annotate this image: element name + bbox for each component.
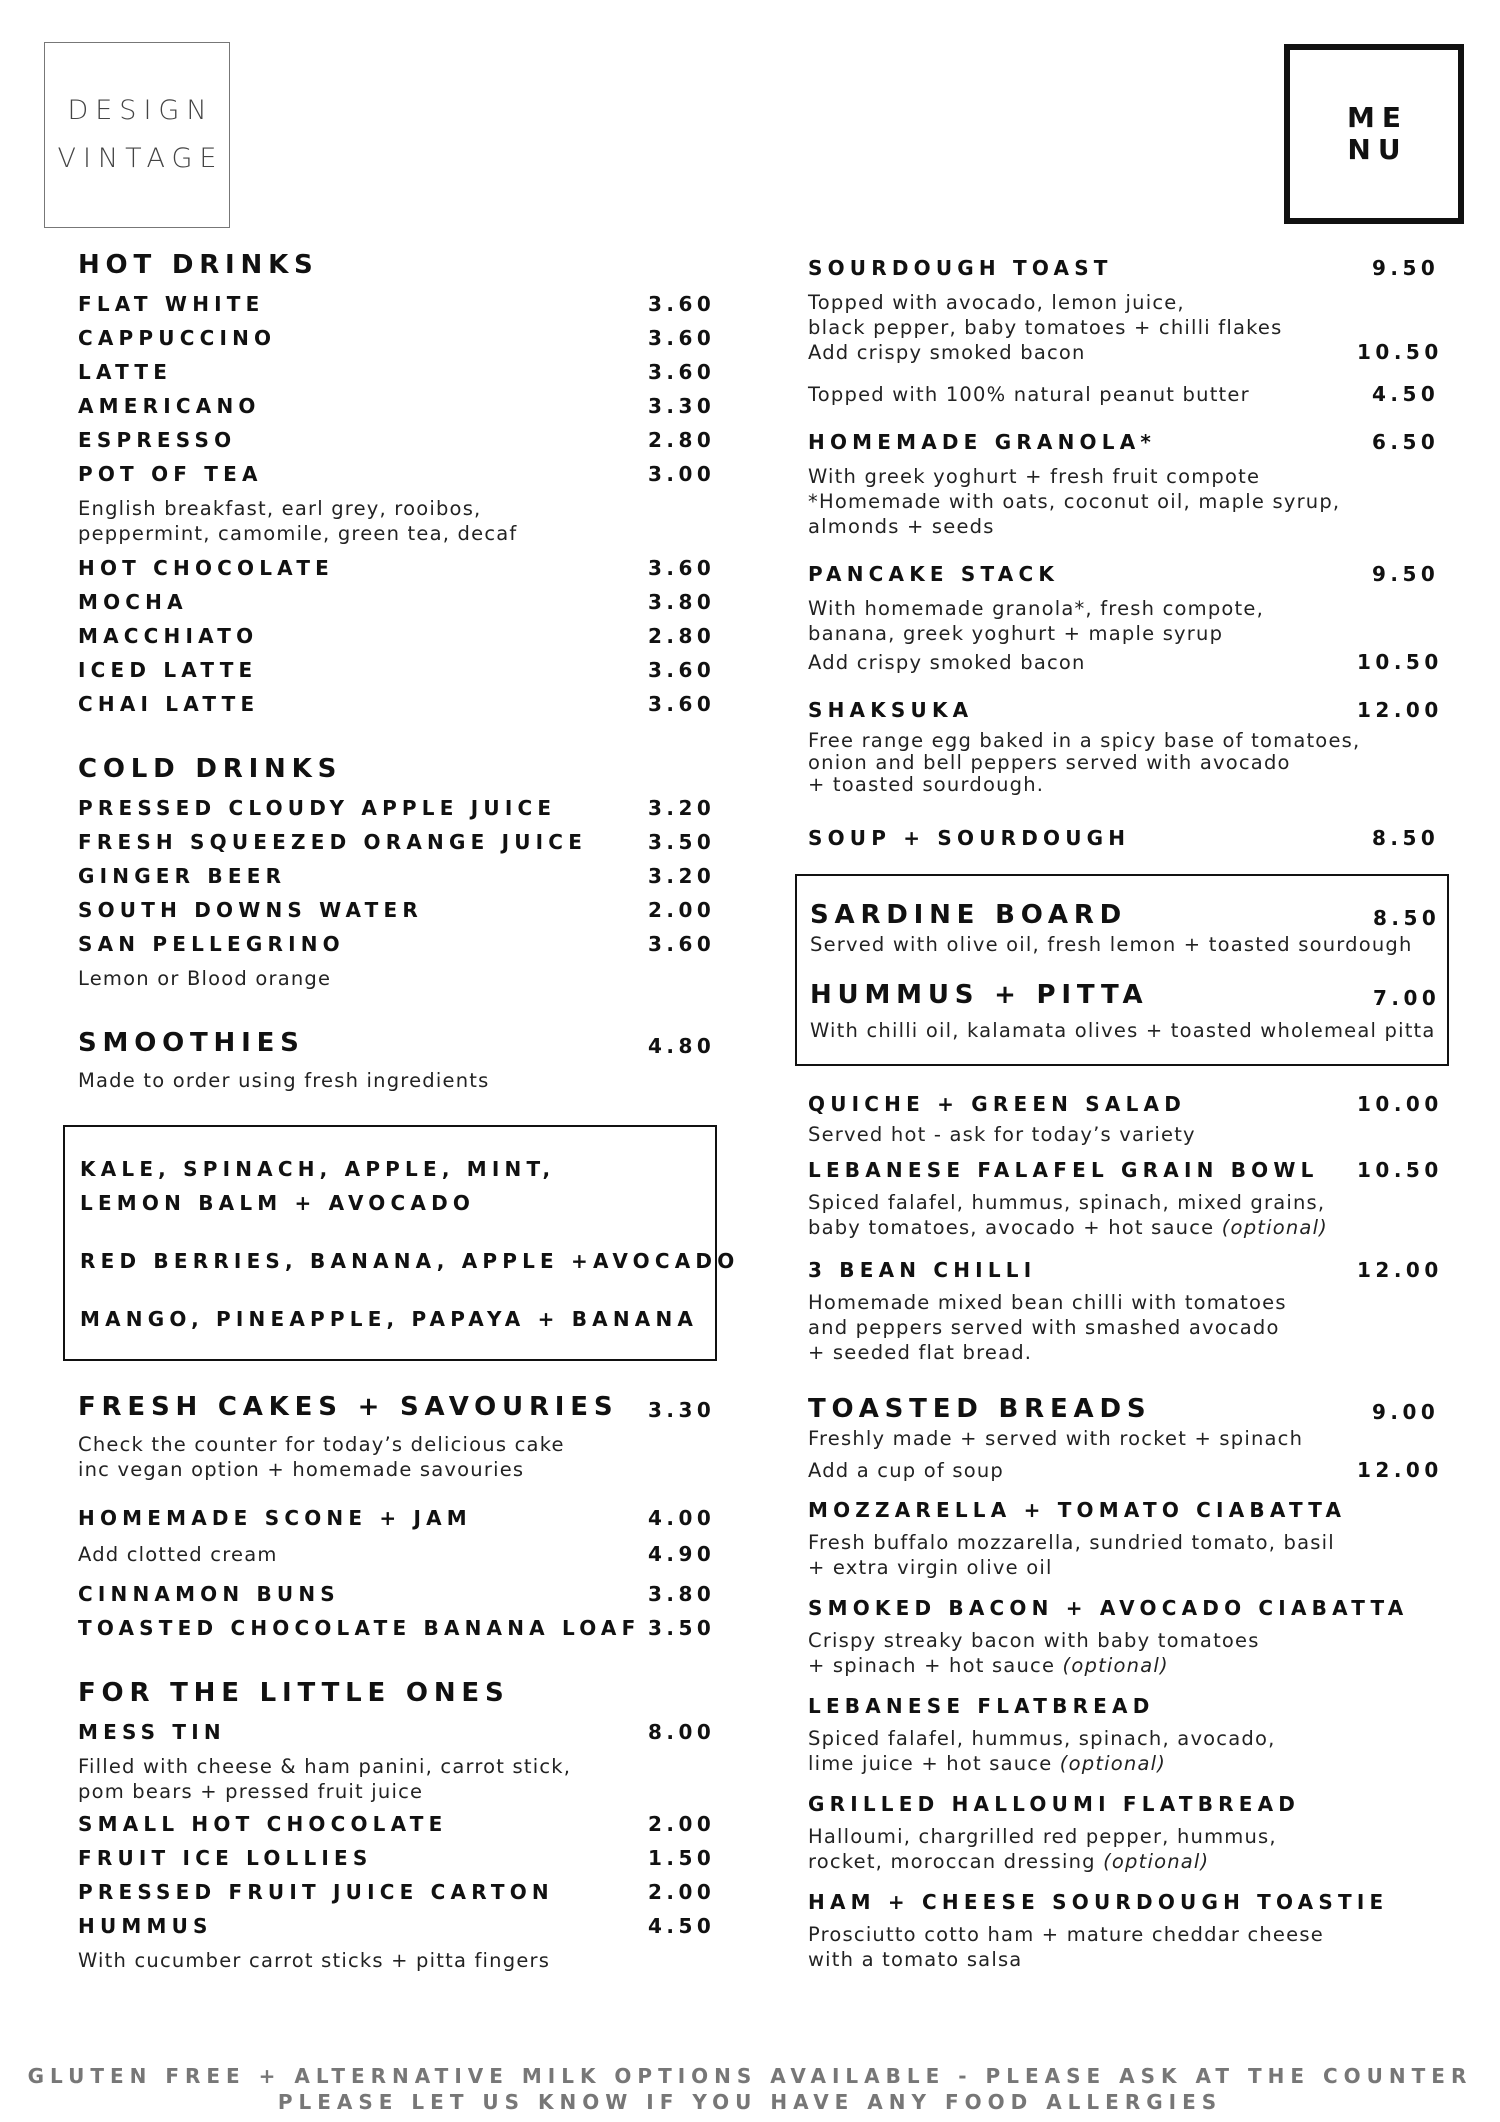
menu-item-name: SOURDOUGH TOAST xyxy=(808,256,1113,280)
menu-item-name: MESS TIN xyxy=(78,1720,226,1744)
description-text: rocket, moroccan dressing xyxy=(808,1850,1104,1873)
optional-note: (optional) xyxy=(1103,1850,1210,1873)
menu-item-price: 3.30 xyxy=(648,394,716,418)
menu-item-price: 3.60 xyxy=(648,692,716,716)
item-description: with a tomato salsa xyxy=(808,1948,1023,1971)
menu-item-name: GINGER BEER xyxy=(78,864,287,888)
menu-item-price: 3.60 xyxy=(648,292,716,316)
menu-item-price: 8.50 xyxy=(1373,906,1441,930)
smoothie-option: LEMON BALM + AVOCADO xyxy=(80,1191,476,1215)
item-description: Crispy streaky bacon with baby tomatoes xyxy=(808,1629,1260,1652)
menu-item-name: MOCHA xyxy=(78,590,188,614)
menu-item-name: SOUP + SOURDOUGH xyxy=(808,826,1131,850)
menu-item-price: 8.00 xyxy=(648,1720,716,1744)
menu-item-name: LEBANESE FLATBREAD xyxy=(808,1694,1155,1718)
menu-item-name: LEBANESE FALAFEL GRAIN BOWL xyxy=(808,1158,1319,1182)
item-description xyxy=(808,1849,1209,1874)
menu-item-name: 3 BEAN CHILLI xyxy=(808,1258,1037,1282)
item-description: Topped with 100% natural peanut butter xyxy=(808,383,1250,406)
item-description: + extra virgin olive oil xyxy=(808,1556,1053,1579)
menu-item-name: SOUTH DOWNS WATER xyxy=(78,898,423,922)
menu-item-name: AMERICANO xyxy=(78,394,261,418)
section-title-cakes: FRESH CAKES + SAVOURIES xyxy=(78,1392,619,1422)
menu-item-name: PRESSED FRUIT JUICE CARTON xyxy=(78,1880,554,1904)
section-title-cold-drinks: COLD DRINKS xyxy=(78,754,343,784)
menu-item-name: CAPPUCCINO xyxy=(78,326,277,350)
menu-item-name: SAN PELLEGRINO xyxy=(78,932,345,956)
item-description: Add crispy smoked bacon xyxy=(808,651,1086,674)
menu-item-name: CHAI LATTE xyxy=(78,692,260,716)
menu-item-price: 10.50 xyxy=(1357,1158,1443,1182)
smoothie-option: RED BERRIES, BANANA, APPLE +AVOCADO xyxy=(80,1249,740,1273)
section-title-smoothies: SMOOTHIES xyxy=(78,1028,305,1058)
menu-item-name: HAM + CHEESE SOURDOUGH TOASTIE xyxy=(808,1890,1389,1914)
item-description: peppermint, camomile, green tea, decaf xyxy=(78,522,518,545)
badge-line-1: ME xyxy=(1347,101,1408,134)
menu-item-name: SARDINE BOARD xyxy=(810,900,1128,930)
section-title-toasted-breads: TOASTED BREADS xyxy=(808,1394,1152,1424)
item-description: Spiced falafel, hummus, spinach, mixed grains, xyxy=(808,1191,1326,1214)
menu-item-name: TOASTED CHOCOLATE BANANA LOAF xyxy=(78,1616,641,1640)
menu-item-price: 3.20 xyxy=(648,864,716,888)
menu-item-name: ICED LATTE xyxy=(78,658,258,682)
menu-item-price: 8.50 xyxy=(1372,826,1440,850)
item-description: With homemade granola*, fresh compote, xyxy=(808,597,1264,620)
section-title-little-ones: FOR THE LITTLE ONES xyxy=(78,1678,510,1708)
menu-item-name: HOMEMADE SCONE + JAM xyxy=(78,1506,472,1530)
menu-item-name: HOT CHOCOLATE xyxy=(78,556,335,580)
menu-item-name: SMALL HOT CHOCOLATE xyxy=(78,1812,448,1836)
menu-item-price: 6.50 xyxy=(1372,430,1440,454)
menu-item-price: 12.00 xyxy=(1357,698,1443,722)
menu-item-name: MOZZARELLA + TOMATO CIABATTA xyxy=(808,1498,1347,1522)
menu-item-price: 3.60 xyxy=(648,658,716,682)
item-description: Lemon or Blood orange xyxy=(78,967,332,990)
menu-item-name: FRESH SQUEEZED ORANGE JUICE xyxy=(78,830,588,854)
item-description: Free range egg baked in a spicy base of tomatoes, xyxy=(808,729,1361,752)
item-description: and peppers served with smashed avocado xyxy=(808,1316,1280,1339)
item-description: inc vegan option + homemade savouries xyxy=(78,1458,525,1481)
smoothie-option: MANGO, PINEAPPLE, PAPAYA + BANANA xyxy=(80,1307,699,1331)
menu-item-name: MACCHIATO xyxy=(78,624,259,648)
smoothie-option: KALE, SPINACH, APPLE, MINT, xyxy=(80,1157,556,1181)
menu-item-price: 2.00 xyxy=(648,1812,716,1836)
brand-line-1: DESIGN xyxy=(67,95,214,126)
item-description xyxy=(808,1653,1169,1678)
menu-item-price: 3.00 xyxy=(648,462,716,486)
item-description: + seeded flat bread. xyxy=(808,1341,1033,1364)
item-description: onion and bell peppers served with avocado xyxy=(808,751,1291,774)
footer-note-2: PLEASE LET US KNOW IF YOU HAVE ANY FOOD ALLERGIES xyxy=(277,2090,1223,2114)
menu-item-price: 3.50 xyxy=(648,830,716,854)
menu-item-price: 3.20 xyxy=(648,796,716,820)
menu-item-price: 3.50 xyxy=(648,1616,716,1640)
menu-item-price: 7.00 xyxy=(1373,986,1441,1010)
menu-item-price: 9.00 xyxy=(1372,1400,1440,1424)
item-description: Add crispy smoked bacon xyxy=(808,341,1086,364)
menu-item-name: CINNAMON BUNS xyxy=(78,1582,340,1606)
menu-item-price: 3.80 xyxy=(648,1582,716,1606)
menu-item-name: SHAKSUKA xyxy=(808,698,974,722)
menu-item-name: FLAT WHITE xyxy=(78,292,265,316)
menu-item-price: 10.50 xyxy=(1357,650,1443,674)
item-description: With chilli oil, kalamata olives + toasted wholemeal pitta xyxy=(810,1019,1436,1042)
description-text: lime juice + hot sauce xyxy=(808,1752,1060,1775)
item-description: Served with olive oil, fresh lemon + toasted sourdough xyxy=(810,933,1413,956)
footer-note-1: GLUTEN FREE + ALTERNATIVE MILK OPTIONS AVAILABLE - PLEASE ASK AT THE COUNTER xyxy=(27,2064,1473,2088)
menu-item-name: FRUIT ICE LOLLIES xyxy=(78,1846,373,1870)
menu-item-price: 3.60 xyxy=(648,360,716,384)
item-description: Prosciutto cotto ham + mature cheddar cheese xyxy=(808,1923,1324,1946)
menu-item-price: 9.50 xyxy=(1372,562,1440,586)
menu-item-price: 3.60 xyxy=(648,326,716,350)
menu-item-price: 4.00 xyxy=(648,1506,716,1530)
menu-item-price: 2.80 xyxy=(648,624,716,648)
menu-item-price: 3.80 xyxy=(648,590,716,614)
item-description: Freshly made + served with rocket + spinach xyxy=(808,1427,1304,1450)
menu-item-price: 2.80 xyxy=(648,428,716,452)
item-description: almonds + seeds xyxy=(808,515,995,538)
menu-item-price: 2.00 xyxy=(648,898,716,922)
item-description: Halloumi, chargrilled red pepper, hummus, xyxy=(808,1825,1277,1848)
menu-item-name: ESPRESSO xyxy=(78,428,237,452)
item-description: Add clotted cream xyxy=(78,1543,278,1566)
menu-item-price: 10.00 xyxy=(1357,1092,1443,1116)
item-description: Made to order using fresh ingredients xyxy=(78,1069,490,1092)
menu-item-name: GRILLED HALLOUMI FLATBREAD xyxy=(808,1792,1301,1816)
item-description: With cucumber carrot sticks + pitta fingers xyxy=(78,1949,551,1972)
description-text: + spinach + hot sauce xyxy=(808,1654,1063,1677)
brand-line-2: VINTAGE xyxy=(57,143,224,174)
menu-item-name: LATTE xyxy=(78,360,173,384)
menu-item-name: SMOKED BACON + AVOCADO CIABATTA xyxy=(808,1596,1409,1620)
menu-item-name: HUMMUS + PITTA xyxy=(810,980,1149,1010)
menu-item-price: 4.90 xyxy=(648,1542,716,1566)
optional-note: (optional) xyxy=(1221,1216,1328,1239)
badge-line-2: NU xyxy=(1347,133,1408,166)
menu-item-price: 4.50 xyxy=(648,1914,716,1938)
menu-item-name: PRESSED CLOUDY APPLE JUICE xyxy=(78,796,557,820)
section-title-hot-drinks: HOT DRINKS xyxy=(78,250,319,280)
item-description: Spiced falafel, hummus, spinach, avocado, xyxy=(808,1727,1276,1750)
optional-note: (optional) xyxy=(1059,1752,1167,1775)
menu-item-price: 12.00 xyxy=(1357,1258,1443,1282)
menu-item-name: QUICHE + GREEN SALAD xyxy=(808,1092,1186,1116)
right-column-lower xyxy=(808,0,1448,2122)
menu-item-price: 3.60 xyxy=(648,556,716,580)
smoothies-price: 4.80 xyxy=(648,1034,716,1058)
menu-item-price: 4.50 xyxy=(1372,382,1440,406)
menu-item-name: PANCAKE STACK xyxy=(808,562,1060,586)
description-text: baby tomatoes, avocado + hot sauce xyxy=(808,1216,1222,1239)
item-description: + toasted sourdough. xyxy=(808,773,1045,796)
item-description: Fresh buffalo mozzarella, sundried tomato, basil xyxy=(808,1531,1335,1554)
item-description: Topped with avocado, lemon juice, xyxy=(808,291,1185,314)
item-description: *Homemade with oats, coconut oil, maple syrup, xyxy=(808,490,1341,513)
item-description: Filled with cheese & ham panini, carrot stick, xyxy=(78,1755,572,1778)
item-description xyxy=(808,1215,1328,1240)
item-description: With greek yoghurt + fresh fruit compote xyxy=(808,465,1261,488)
item-description: Served hot - ask for today’s variety xyxy=(808,1123,1196,1146)
item-description: Add a cup of soup xyxy=(808,1459,1004,1482)
cakes-price: 3.30 xyxy=(648,1398,716,1422)
menu-item-name: HOMEMADE GRANOLA* xyxy=(808,430,1157,454)
menu-item-price: 12.00 xyxy=(1357,1458,1443,1482)
item-description: banana, greek yoghurt + maple syrup xyxy=(808,622,1224,645)
menu-item-price: 10.50 xyxy=(1357,340,1443,364)
item-description: Check the counter for today’s delicious cake xyxy=(78,1433,565,1456)
optional-note: (optional) xyxy=(1062,1654,1169,1677)
menu-item-price: 1.50 xyxy=(648,1846,716,1870)
menu-item-price: 2.00 xyxy=(648,1880,716,1904)
menu-item-price: 9.50 xyxy=(1372,256,1440,280)
menu-item-price: 3.60 xyxy=(648,932,716,956)
left-column-lower xyxy=(78,0,718,2122)
menu-item-name: HUMMUS xyxy=(78,1914,213,1938)
menu-item-name: POT OF TEA xyxy=(78,462,263,486)
item-description: Homemade mixed bean chilli with tomatoes xyxy=(808,1291,1287,1314)
item-description xyxy=(808,1751,1166,1776)
item-description: pom bears + pressed fruit juice xyxy=(78,1780,424,1803)
item-description: English breakfast, earl grey, rooibos, xyxy=(78,497,482,520)
item-description: black pepper, baby tomatoes + chilli flakes xyxy=(808,316,1283,339)
